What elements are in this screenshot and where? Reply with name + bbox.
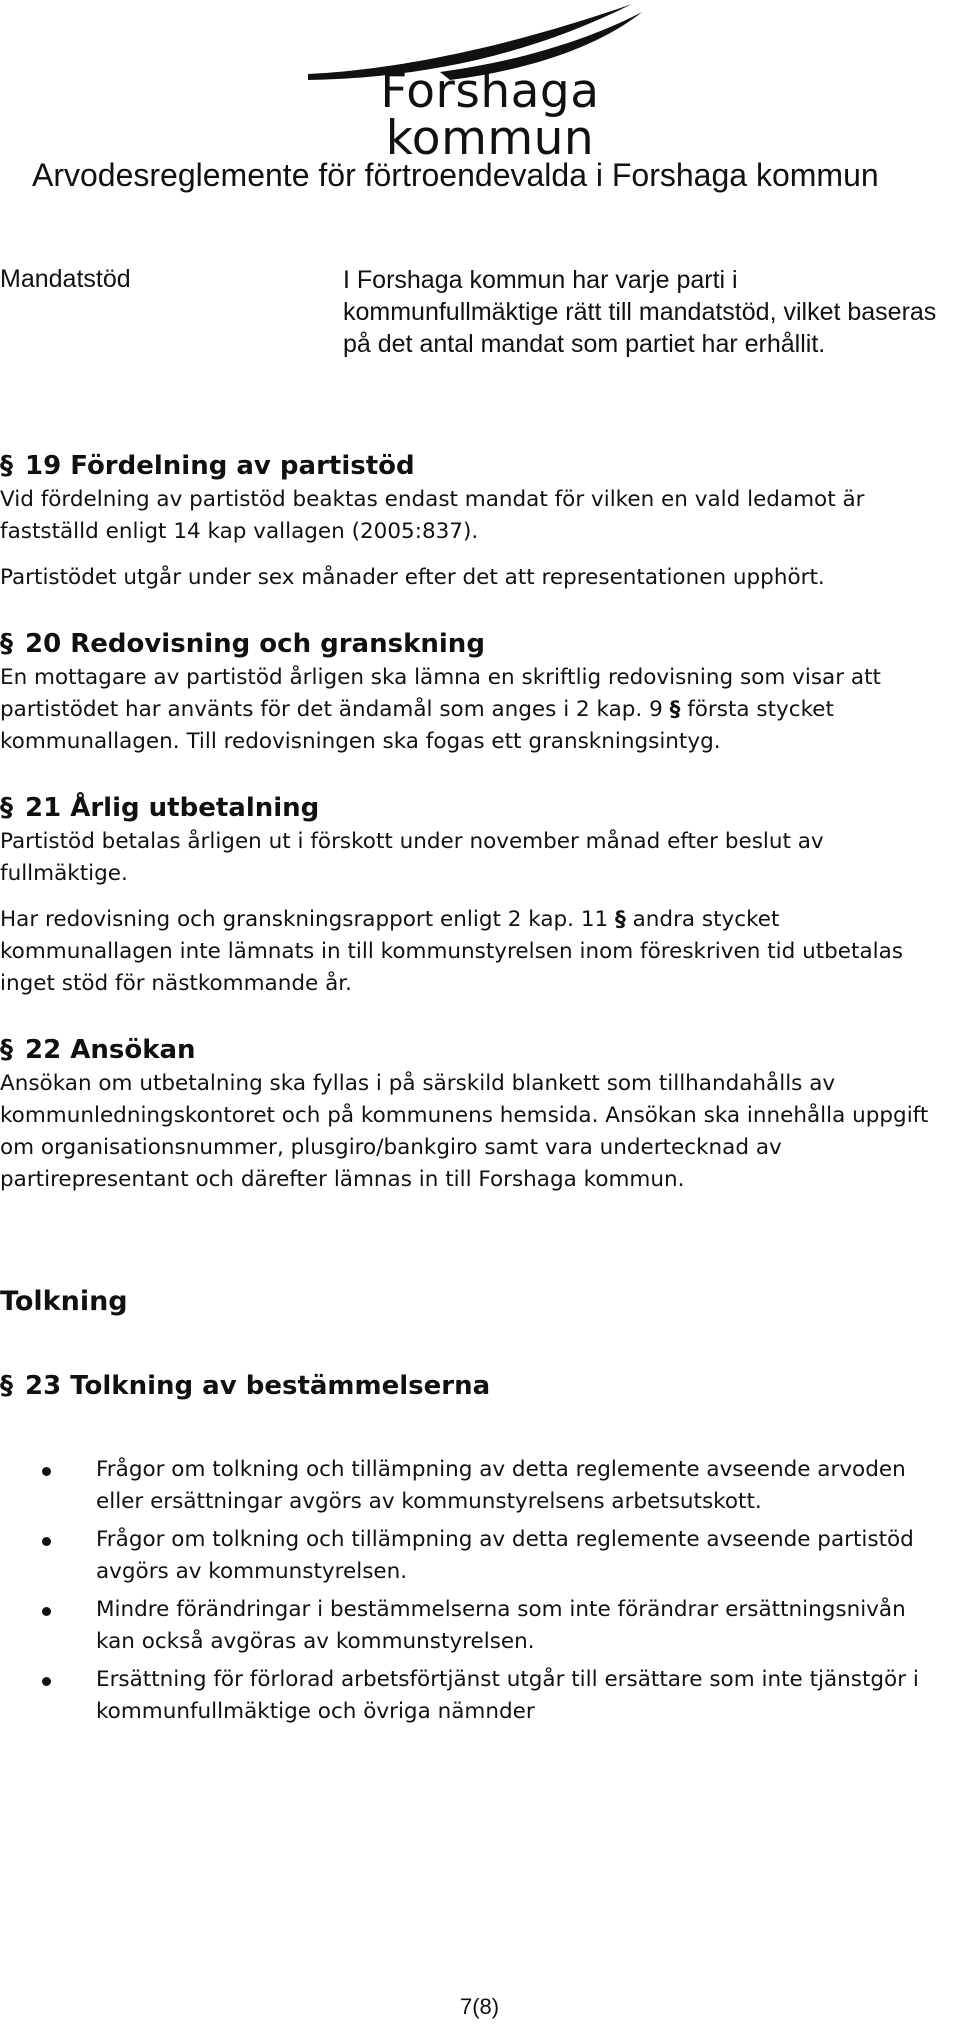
tolkning-chapter — [0, 1284, 950, 1728]
document-title: Arvodesreglemente för förtroendevalda i Forshaga kommun — [32, 157, 879, 193]
section-paragraph — [0, 904, 950, 1000]
section-symbol: § — [0, 1371, 13, 1401]
section-symbol: § — [0, 629, 13, 659]
section-heading-text: 21 Årlig utbetalning — [25, 793, 320, 823]
section-heading-text: 22 Ansökan — [25, 1035, 196, 1065]
bullet-icon — [42, 1677, 51, 1686]
chapter-heading: Tolkning — [0, 1286, 128, 1317]
section-heading-text: 20 Redovisning och granskning — [25, 629, 485, 659]
section-paragraph — [0, 662, 950, 758]
main-content — [0, 448, 950, 1734]
section-heading — [0, 626, 950, 662]
section-paragraph: Ansökan om utbetalning ska fyllas i på särskild blankett som tillhandahålls av kommunledningskontoret och på kommunens hemsida. Ansökan ska innehålla uppgift om organisationsnummer, plusgiro/bankgiro samt vara undertecknad av partirepresentant och därefter lämnas in till Forshaga kommun. — [0, 1071, 929, 1192]
section-heading — [0, 1368, 950, 1404]
section-19 — [0, 448, 950, 594]
bullet-icon — [42, 1607, 51, 1616]
paragraph-text: En mottagare av partistöd årligen ska lämna en skriftlig redovisning som visar att partistödet har använts för det ändamål som anges i 2 kap. 9 — [0, 665, 881, 722]
section-symbol: § — [0, 793, 13, 823]
bullet-list — [0, 1454, 950, 1728]
section-heading-text: 23 Tolkning av bestämmelserna — [25, 1371, 491, 1401]
logo-wordmark: Forshaga kommun — [380, 64, 600, 166]
list-item-text: Frågor om tolkning och tillämpning av detta reglemente avseende arvoden eller ersättningar avgörs av kommunstyrelsens arbetsutskott. — [96, 1457, 906, 1514]
forshaga-logo — [300, 0, 680, 166]
paragraph-text: första stycket kommunallagen. Till redovisningen ska fogas ett granskningsintyg. — [0, 697, 834, 754]
section-symbol: § — [0, 451, 13, 481]
section-20 — [0, 626, 950, 758]
bullet-icon — [42, 1467, 51, 1476]
section-paragraph: Partistöd betalas årligen ut i förskott under november månad efter beslut av fullmäktige. — [0, 829, 824, 886]
section-symbol: § — [0, 1035, 13, 1065]
mandatstod-text: I Forshaga kommun har varje parti i kommunfullmäktige rätt till mandatstöd, vilket baseras på det antal mandat som partiet har erhållit. — [343, 266, 937, 358]
section-symbol: § — [615, 907, 626, 932]
section-23 — [0, 1368, 950, 1728]
paragraph-text: andra stycket kommunallagen inte lämnats in till kommunstyrelsen inom föreskriven tid utbetalas inget stöd för nästkommande år. — [0, 907, 903, 996]
section-heading — [0, 1032, 950, 1068]
list-item — [0, 1524, 950, 1588]
section-heading — [0, 448, 950, 484]
page-number: 7(8) — [460, 1994, 500, 2019]
list-item-text: Ersättning för förlorad arbetsförtjänst utgår till ersättare som inte tjänstgör i kommunfullmäktige och övriga nämnder — [96, 1667, 919, 1724]
section-21 — [0, 790, 950, 1000]
list-item — [0, 1664, 950, 1728]
paragraph-text: Har redovisning och granskningsrapport enligt 2 kap. 11 — [0, 907, 609, 932]
list-item — [0, 1594, 950, 1658]
section-paragraph: Partistödet utgår under sex månader efter det att representationen upphört. — [0, 565, 825, 590]
section-heading-text: 19 Fördelning av partistöd — [25, 451, 415, 481]
section-paragraph: Vid fördelning av partistöd beaktas endast mandat för vilken en vald ledamot är fastställd enligt 14 kap vallagen (2005:837). — [0, 487, 865, 544]
mandatstod-label: Mandatstöd — [0, 265, 131, 293]
section-symbol: § — [669, 697, 681, 722]
list-item — [0, 1454, 950, 1518]
section-heading — [0, 790, 950, 826]
section-22 — [0, 1032, 950, 1196]
bullet-icon — [42, 1537, 51, 1546]
list-item-text: Frågor om tolkning och tillämpning av detta reglemente avseende partistöd avgörs av kommunstyrelsen. — [96, 1527, 914, 1584]
list-item-text: Mindre förändringar i bestämmelserna som inte förändrar ersättningsnivån kan också avgöras av kommunstyrelsen. — [96, 1597, 906, 1654]
